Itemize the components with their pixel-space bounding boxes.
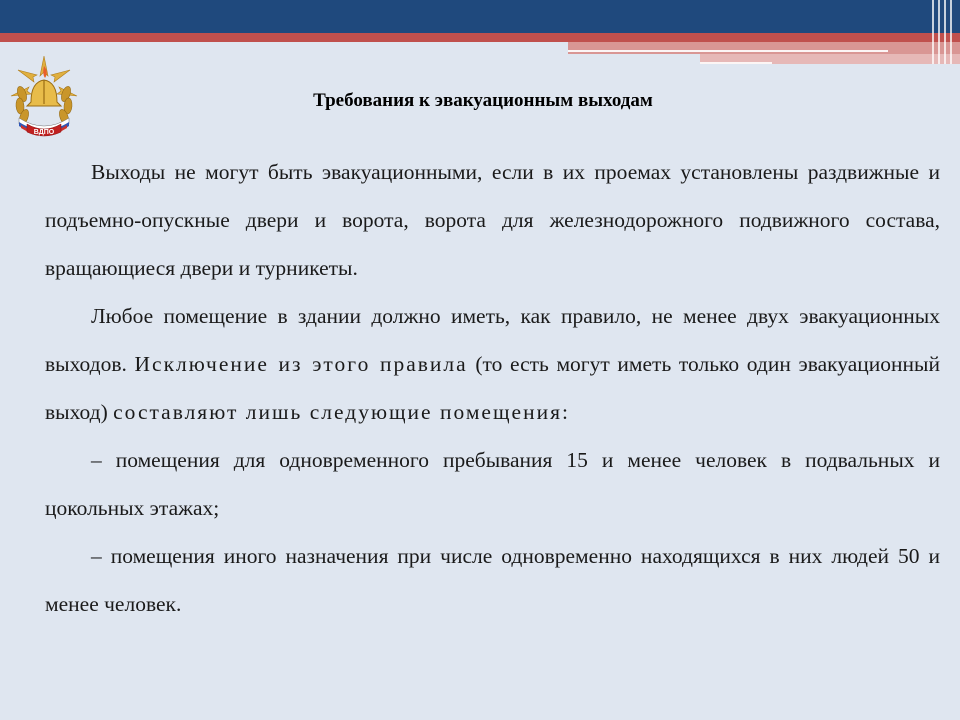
paragraph-1: Выходы не могут быть эвакуационными, если в их проемах установлены раздвижные и подъемно-опускные двери и ворота, ворота для железнодорожного подвижного состава, вращающиеся двери и турникеты. <box>45 160 940 280</box>
header-red-bar <box>0 33 960 42</box>
header-blue-bar <box>0 0 960 33</box>
paragraph-2-part-1: Любое помещение в здании должно иметь, как правило, не менее двух эвакуационных выходов. <box>45 304 940 376</box>
paragraph-2 <box>45 292 940 436</box>
paragraph-2-part-2: Исключение из этого правила <box>134 352 468 376</box>
paragraph-2-part-5: : <box>561 400 568 424</box>
paragraph-2-part-3: (то есть могут иметь только один эвакуационный выход) <box>45 352 940 424</box>
paragraph-3: – помещения для одновременного пребывания 15 и менее человек в подвальных и цокольных этажах; <box>45 448 940 520</box>
paragraph-4: – помещения иного назначения при числе одновременно находящихся в них людей 50 и менее человек. <box>45 544 940 616</box>
logo-text: ВДПО <box>33 129 55 136</box>
header-pink-band <box>568 42 960 54</box>
header-white-stripe-lower <box>700 62 772 64</box>
header-vertical-lines <box>928 0 960 64</box>
paragraph-2-part-4: составляют лишь следующие помещения <box>113 400 562 424</box>
slide-title: Требования к эвакуационным выходам <box>313 90 653 111</box>
header-white-stripe <box>568 50 888 52</box>
slide-body <box>45 148 940 628</box>
